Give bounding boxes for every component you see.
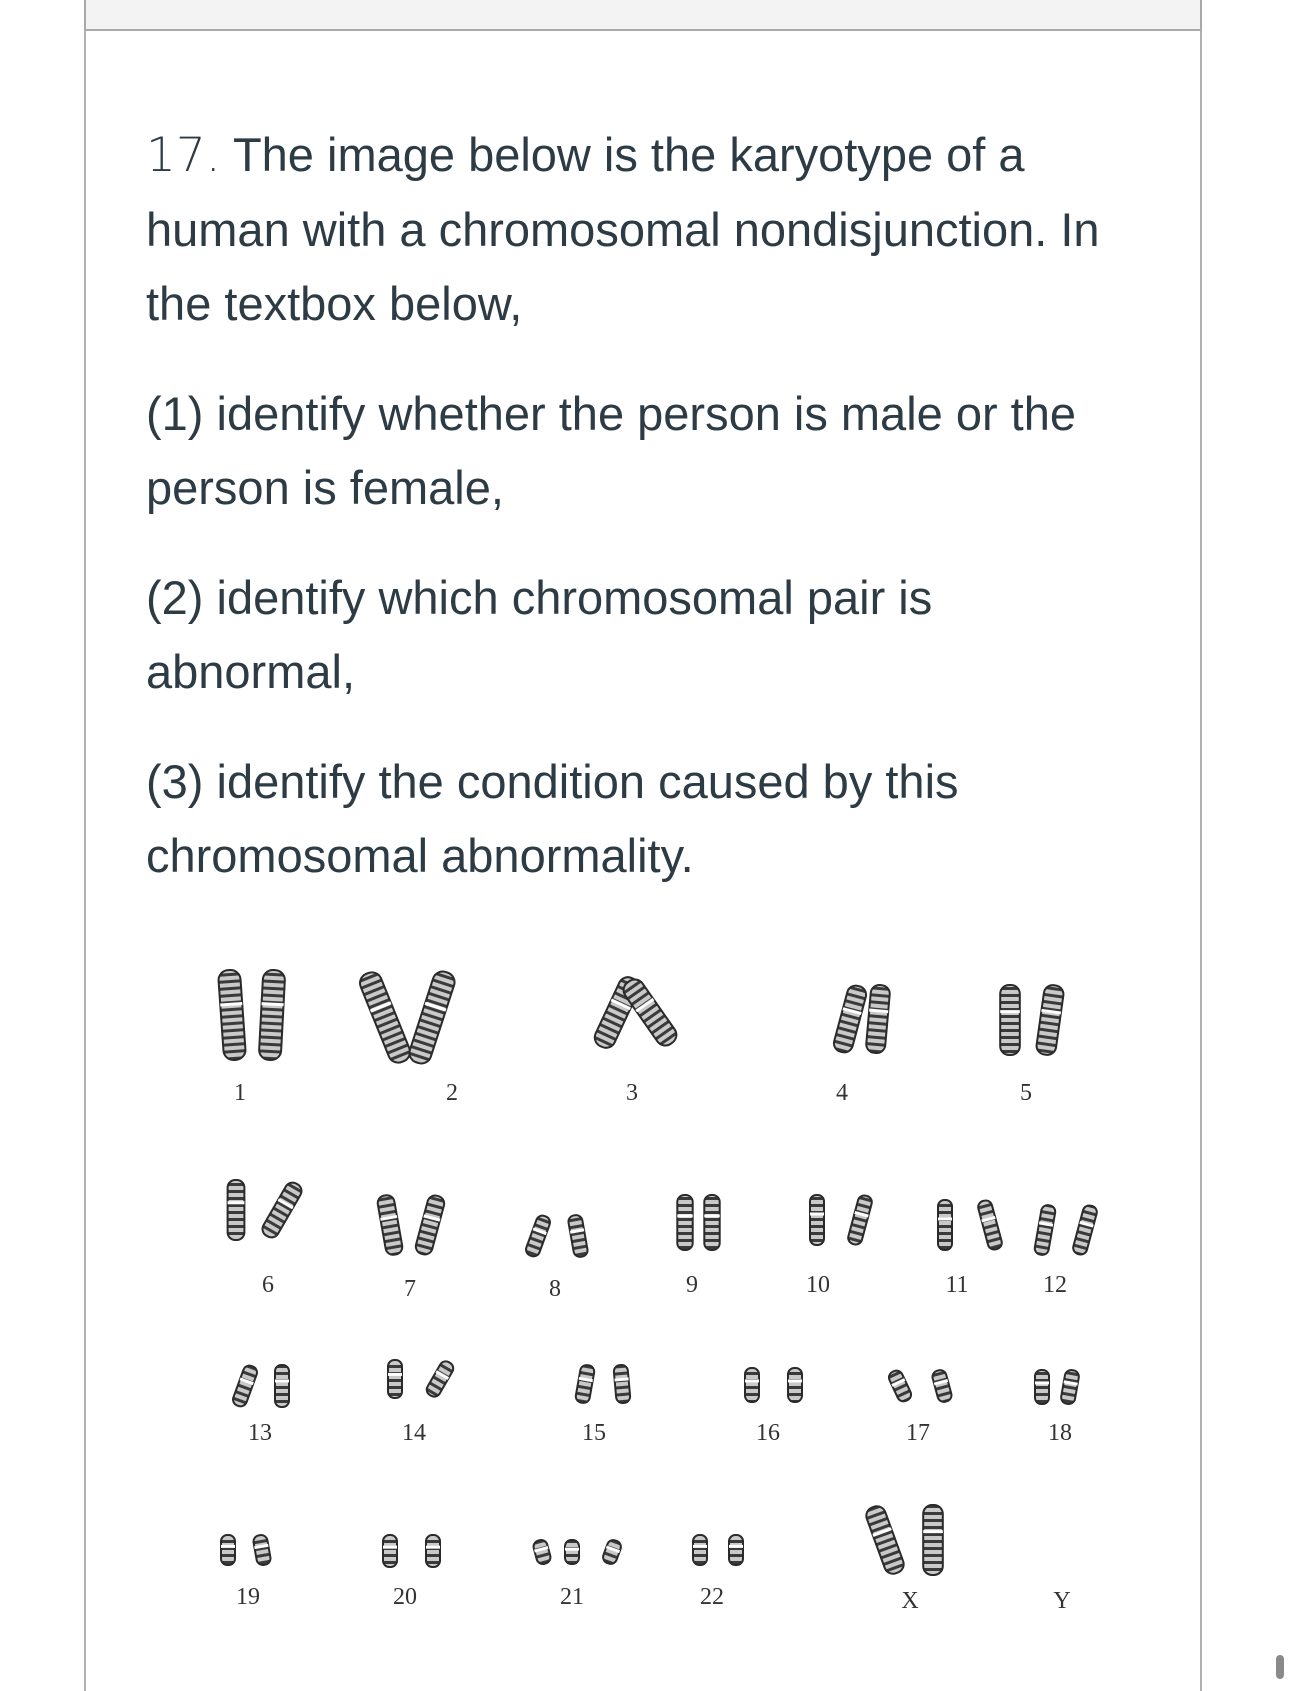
chromosome-label-15: 15 <box>582 1420 606 1446</box>
chromosome-10-copy-2 <box>847 1194 873 1246</box>
chromosome-19-copy-2 <box>253 1534 272 1566</box>
chromosome-6-copy-1 <box>228 1180 245 1240</box>
chromosome-13-copy-1 <box>231 1364 259 1408</box>
chromosome-13-copy-2 <box>275 1365 289 1407</box>
chromosome-18-copy-2 <box>1060 1369 1080 1405</box>
chromosome-4-copy-2 <box>866 984 891 1053</box>
chromosome-label-22: 22 <box>700 1584 724 1610</box>
chromosome-6-copy-2 <box>260 1180 305 1240</box>
question-item-1: (1) identify whether the person is male or the person is female, <box>146 387 1077 514</box>
chromosome-label-13: 13 <box>248 1420 272 1446</box>
chromosome-11-copy-2 <box>977 1199 1003 1251</box>
chromosome-12-copy-1 <box>1034 1204 1056 1256</box>
chromosome-11-copy-1 <box>938 1200 952 1250</box>
chromosome-label-17: 17 <box>906 1420 930 1446</box>
chromosome-17-copy-1 <box>887 1369 913 1404</box>
chromosome-9-copy-2 <box>704 1195 719 1250</box>
chromosome-label-10: 10 <box>806 1272 830 1298</box>
chromosome-15-copy-2 <box>613 1364 630 1403</box>
scrollbar-thumb[interactable] <box>1276 1655 1284 1679</box>
chromosome-22-copy-2 <box>729 1535 743 1565</box>
chromosome-1-copy-2 <box>259 969 286 1060</box>
chromosome-16-copy-2 <box>788 1368 802 1402</box>
chromosome-8-copy-1 <box>524 1214 552 1258</box>
chromosome-X-copy-2 <box>923 1505 943 1575</box>
chromosome-4-copy-1 <box>832 984 868 1055</box>
chromosome-label-21: 21 <box>560 1584 584 1610</box>
chromosome-2-copy-2 <box>407 969 457 1066</box>
chromosome-21-copy-2 <box>565 1540 579 1564</box>
chromosome-14-copy-2 <box>424 1359 455 1399</box>
chromosome-label-1: 1 <box>234 1080 246 1106</box>
question-item-2: (2) identify which chromosomal pair is abnormal, <box>146 571 933 698</box>
chromosome-label-14: 14 <box>402 1420 426 1446</box>
chromosome-label-X: X <box>901 1588 919 1614</box>
chromosome-7-copy-1 <box>377 1194 404 1256</box>
chromosome-label-5: 5 <box>1020 1080 1032 1106</box>
chromosome-15-copy-1 <box>575 1364 595 1404</box>
chromosome-21-copy-1 <box>532 1539 552 1566</box>
chromosome-14-copy-1 <box>388 1360 402 1398</box>
chromosome-label-16: 16 <box>756 1420 780 1446</box>
chromosome-label-Y: Y <box>1053 1588 1071 1614</box>
question-item-3: (3) identify the condition caused by this chromosomal abnormality. <box>146 755 959 882</box>
chromosome-label-6: 6 <box>262 1272 274 1298</box>
chromosome-20-copy-2 <box>426 1535 440 1567</box>
chromosome-7-copy-2 <box>414 1194 446 1256</box>
chromosome-X-copy-1 <box>864 1504 906 1576</box>
chromosome-8-copy-2 <box>567 1214 588 1258</box>
chromosome-22-copy-1 <box>693 1535 707 1565</box>
chromosome-10-copy-1 <box>810 1195 824 1245</box>
chromosome-9-copy-1 <box>677 1195 692 1250</box>
question-intro-text: The image below is the karyotype of a human with a chromosomal nondisjunction. In the textbox below, <box>146 128 1100 330</box>
chromosome-19-copy-1 <box>221 1535 235 1565</box>
chromosome-20-copy-1 <box>383 1535 397 1567</box>
label-layer <box>234 1080 1072 1614</box>
chromosome-label-8: 8 <box>549 1276 561 1302</box>
chromosome-2-copy-1 <box>357 969 413 1065</box>
chromosome-label-11: 11 <box>945 1272 969 1298</box>
chromosome-label-12: 12 <box>1043 1272 1067 1298</box>
chromosome-5-copy-1 <box>1000 985 1020 1055</box>
chromosome-label-2: 2 <box>446 1080 458 1106</box>
chromosome-label-19: 19 <box>236 1584 260 1610</box>
chromosome-label-18: 18 <box>1048 1420 1072 1446</box>
chromosome-17-copy-2 <box>931 1369 953 1404</box>
chromosome-label-20: 20 <box>393 1584 417 1610</box>
chromosome-18-copy-1 <box>1035 1370 1049 1404</box>
chromosome-16-copy-1 <box>745 1368 759 1402</box>
chromosome-12-copy-2 <box>1072 1204 1098 1256</box>
chromosome-21-copy-3 <box>601 1538 622 1565</box>
chromosome-1-copy-1 <box>218 969 246 1060</box>
question-number: 17. <box>146 128 221 183</box>
chromosome-label-9: 9 <box>686 1272 698 1298</box>
chromosome-label-4: 4 <box>836 1080 848 1106</box>
chromosome-label-7: 7 <box>404 1276 416 1302</box>
chromosome-label-3: 3 <box>626 1080 638 1106</box>
chromosome-5-copy-2 <box>1035 984 1064 1056</box>
